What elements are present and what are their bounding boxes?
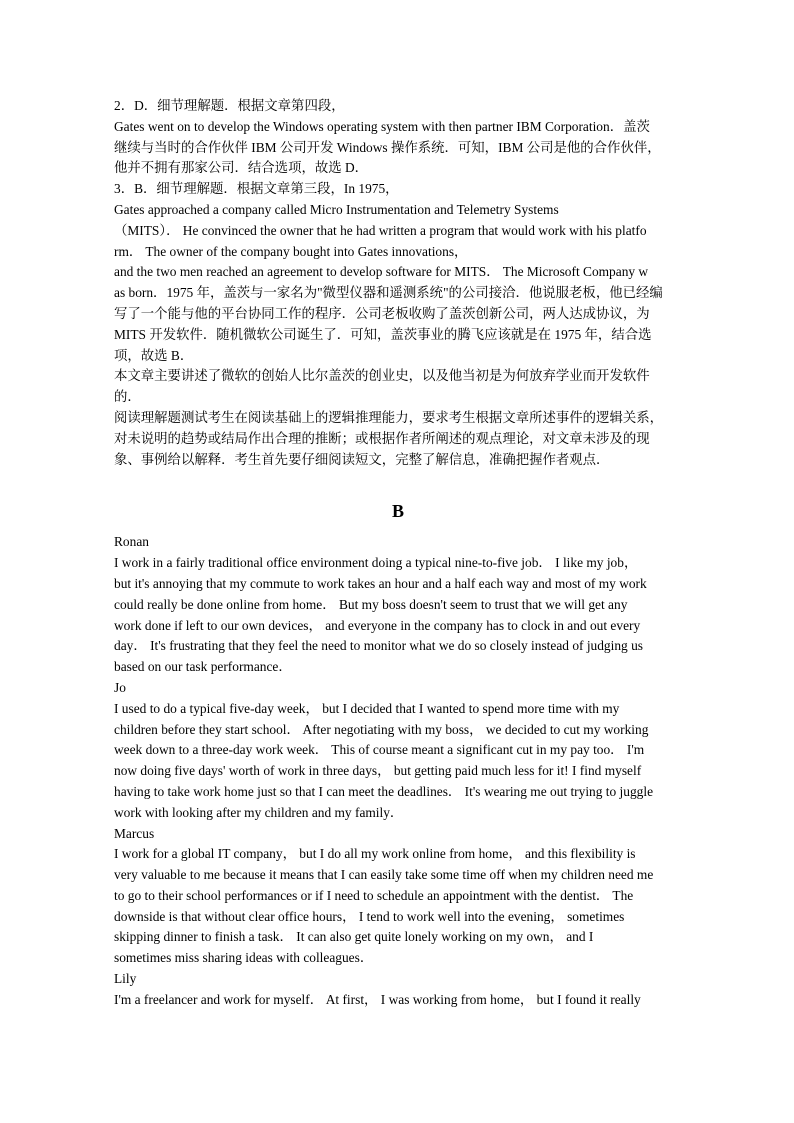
text-line: 本文章主要讲述了微软的创始人比尔盖茨的创业史，以及他当初是为何放弃学业而开发软件 xyxy=(114,368,650,384)
text-line: 他并不拥有那家公司．结合选项，故选 D． xyxy=(114,160,369,176)
text-line: and the two men reached an agreement to develop software for MITS． The Microsoft Company w xyxy=(114,264,649,280)
text-line: 对未说明的趋势或结局作出合理的推断；或根据作者所阐述的观点理论，对文章未涉及的现 xyxy=(114,430,650,446)
text-line: 阅读理解题测试考生在阅读基础上的逻辑推理能力，要求考生根据文章所述事件的逻辑关系， xyxy=(114,409,664,425)
text-line: Gates went on to develop the Windows operating system with then partner IBM Corporation．盖茨 xyxy=(114,118,650,134)
text-line: could really be done online from home． But my boss doesn't seem to trust that we will get any xyxy=(114,596,628,612)
text-line: 项，故选 B． xyxy=(114,347,194,363)
text-line: 2．D．细节理解题．根据文章第四段， xyxy=(114,98,345,113)
text-line: 写了一个能与他的平台协同工作的程序．公司老板收购了盖茨创新公司，两人达成协议，为 xyxy=(114,305,650,321)
text-line: 象、事例给以解释．考生首先要仔细阅读短文，完整了解信息，准确把握作者观点． xyxy=(114,451,610,467)
text-line: downside is that without clear office hours， I tend to work well into the evening， sometimes xyxy=(114,908,625,924)
text-line: as born．1975 年，盖茨与一家名为"微型仪器和遥测系统"的公司接洽．他说服老板，他已经编 xyxy=(114,285,663,301)
text-line: having to take work home just so that I can meet the deadlines． It's wearing me out trying to juggle xyxy=(114,783,654,799)
text-line: but it's annoying that my commute to work takes an hour and a half each way and most of my work xyxy=(114,575,647,591)
speaker-name: Lily xyxy=(114,971,137,987)
text-line: work with looking after my children and my family． xyxy=(114,804,404,820)
document-page xyxy=(114,96,682,1011)
text-line: MITS 开发软件．随机微软公司诞生了．可知，盖茨事业的腾飞应该就是在 1975 年，结合选 xyxy=(114,326,652,342)
speaker-name: Marcus xyxy=(114,825,155,841)
text-line: children before they start school． After negotiating with my boss， we decided to cut my working xyxy=(114,721,649,737)
text-line: I work in a fairly traditional office environment doing a typical nine-to-five job． I like my job， xyxy=(114,555,638,571)
text-line: skipping dinner to finish a task． It can also get quite lonely working on my own， and I xyxy=(114,929,594,945)
text-line: week down to a three-day work week． This of course meant a significant cut in my pay too． I'm xyxy=(114,742,645,758)
speaker-name: Ronan xyxy=(114,534,149,550)
text-line: based on our task performance． xyxy=(114,659,292,675)
text-line: rm． The owner of the company bought into Gates innovations， xyxy=(114,243,468,259)
section-heading: B xyxy=(391,501,404,522)
text-line: I work for a global IT company， but I do all my work online from home， and this flexibility is xyxy=(114,846,636,862)
text-line: I'm a freelancer and work for myself． At first， I was working from home， but I found it really xyxy=(114,991,641,1007)
answer-explanation-section xyxy=(114,96,682,470)
text-line: （MITS）． He convinced the owner that he had written a program that would work with his platfo xyxy=(114,222,647,238)
text-line: very valuable to me because it means that I can easily take some time off when my children need me xyxy=(114,867,654,883)
text-line: I used to do a typical five-day week， but I decided that I wanted to spend more time with my xyxy=(114,700,620,716)
text-line: Gates approached a company called Micro Instrumentation and Telemetry Systems xyxy=(114,201,559,217)
speaker-name: Jo xyxy=(114,679,126,695)
reading-passage-section xyxy=(114,532,682,1010)
text-line: to go to their school performances or if I need to schedule an appointment with the dentist． The xyxy=(114,887,634,903)
text-line: day． It's frustrating that they feel the need to monitor what we do so closely instead of judging us xyxy=(114,638,643,654)
text-line: 的． xyxy=(114,389,141,405)
text-line: 3．B．细节理解题．根据文章第三段，In 1975， xyxy=(114,181,399,197)
text-line: now doing five days' worth of work in three days， but getting paid much less for it! I find myself xyxy=(114,763,642,779)
text-line: sometimes miss sharing ideas with colleagues． xyxy=(114,950,374,966)
text-line: 继续与当时的合作伙伴 IBM 公司开发 Windows 操作系统．可知，IBM 公司是他的合作伙伴， xyxy=(114,139,661,155)
text-line: work done if left to our own devices， and everyone in the company has to clock in and out every xyxy=(114,617,641,633)
